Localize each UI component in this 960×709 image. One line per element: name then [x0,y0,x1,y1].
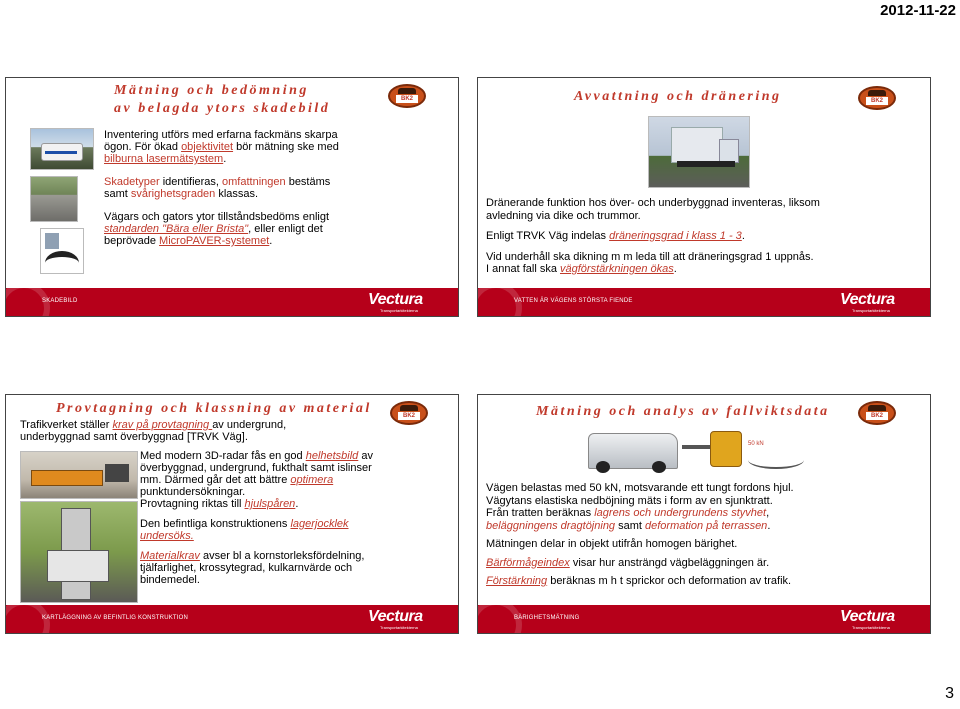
bk2-badge-icon: BK2 [388,84,426,108]
forstarkning-link[interactable]: Förstärkning [486,575,548,587]
slide-title: Avvattning och dränering [574,89,782,104]
slide-title: Provtagning och klassning av material [56,401,372,416]
slide-footer [478,605,930,633]
bk2-badge-icon: BK2 [858,401,896,425]
slide-skadebild [5,77,459,317]
draneringsgrad-link[interactable]: dräneringsgrad i klass 1 - 3 [609,230,742,242]
micropaver-link[interactable]: MicroPAVER-systemet [159,235,270,247]
slide-body: Med modern 3D-radar fås en god helhetsbild av överbyggnad, undergrund, fukthalt samt islinser mm. Därmed går det att bättre optimera punktundersökningar. Provtagning riktas till hjulspåren. Den befintliga konstruktionens lagerjocklek undersöks. Materialkrav avser bl a kornstorleksfördelning, tjälfarlighet, krossytegrad, kulkarnvärde och bindemedel. [140,450,373,586]
inspection-van-photo [30,128,94,170]
slide-footer [478,288,930,316]
materialkrav-link[interactable]: Materialkrav [140,550,200,562]
slide-body: Inventering utförs med erfarna fackmäns skarpa ögon. För ökad objektivitet bör mätning ske med bilburna lasermätsystem. Skadetyper identifieras, omfattningen bestäms samt svårighetsgraden klassas. Vägars och gators ytor tillståndsbedöms enligt standarden "Bära eller Brista", eller enligt det beprövade MicroPAVER-systemet. [104,129,444,247]
slide-body: Dränerande funktion hos över- och underbyggnad inventeras, liksom avledning via dike och trummor. Enligt TRVK Väg indelas dräneringsgrad i klass 1 - 3. Vid underhåll ska dikning m m leda till att dräneringsgrad 1 uppnås. I annat fall ska vägförstärkningen ökas. [486,197,820,275]
vectura-logo: Vectura Transportarkitekterna [368,291,423,313]
drill-rig-photo [20,501,138,603]
footer-label: VATTEN ÄR VÄGENS STÖRSTA FIENDE [514,298,633,304]
undersoks-link[interactable]: undersöks. [140,530,194,542]
objektivitet-link[interactable]: objektivitet [181,141,234,153]
load-label: 50 kN [748,441,764,447]
footer-label: BÄRIGHETSMÄTNING [514,615,580,621]
slide-provtagning [5,394,459,634]
barformageindex-link[interactable]: Bärförmågeindex [486,556,570,569]
slide-title-line2: av belagda ytors skadebild [114,101,331,116]
helhetsbild-link[interactable]: helhetsbild [305,450,359,462]
bara-eller-brista-cover-image [40,228,84,274]
bara-eller-brista-link[interactable]: standarden "Bära eller Brista" [104,223,249,235]
slide-avvattning [477,77,931,317]
header-date: 2012-11-22 [880,2,956,19]
page-number: 3 [945,685,954,702]
paragraph-line: Inventering utförs med erfarna fackmäns skarpa [104,129,338,141]
cracked-road-photo [30,176,78,222]
vagforstarkning-link[interactable]: vägförstärkningen ökas [560,263,674,275]
slide-footer [6,605,458,633]
slide-footer [6,288,458,316]
slide-title-line1: Mätning och bedömning [114,83,309,98]
bk2-badge-icon: BK2 [390,401,428,425]
bk2-badge-icon: BK2 [858,86,896,110]
slide-intro: Trafikverket ställer krav på provtagning av undergrund, underbyggnad samt överbyggnad [TRVK Väg]. [20,419,287,443]
lagerjocklek-link[interactable]: lagerjocklek [290,518,349,530]
vectura-logo: Vectura Transportarkitekterna [840,608,895,630]
truck-on-road-photo [648,116,750,188]
optimera-link[interactable]: optimera [290,474,334,486]
radar-trailer-photo [20,451,138,499]
slide-title [114,82,330,118]
slide-body: Vägen belastas med 50 kN, motsvarande ett tungt fordons hjul. Vägytans elastiska nedböjning mäts i form av en sjunktratt. Från tratten beräknas lagrens och undergrundens styvhet, beläggningens dragtöjning samt deformation på terrassen. Mätningen delar in objekt utifrån homogen bärighet. Bärförmågeindex visar hur ansträngd vägbeläggningen är. Förstärkning beräknas m h t sprickor och deformation av trafik. [486,482,794,587]
hjulsparen-link[interactable]: hjulspåren [244,498,296,510]
lasermatsystem-link[interactable]: bilburna lasermätsystem [104,153,224,165]
slide-fallviktsdata [477,394,931,634]
vectura-logo: Vectura Transportarkitekterna [368,608,423,630]
slide-title: Mätning och analys av fallviktsdata [536,404,830,419]
falling-weight-deflectometer-image [588,425,808,473]
footer-label: KARTLÄGGNING AV BEFINTLIG KONSTRUKTION [42,615,189,621]
footer-label: SKADEBILD [42,298,78,304]
krav-provtagning-link[interactable]: krav på provtagning [112,419,213,431]
vectura-logo: Vectura Transportarkitekterna [840,291,895,313]
